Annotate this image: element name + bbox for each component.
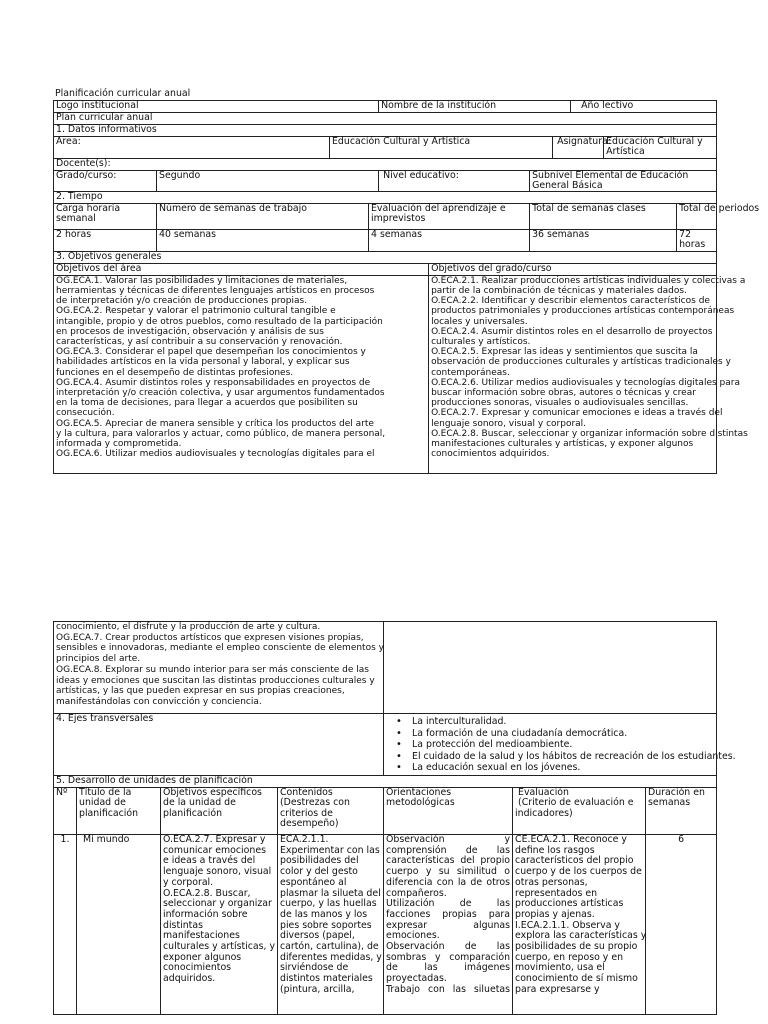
plan-table-part1: [53, 100, 760, 474]
unit-objectives: O.ECA.2.7. Expresar y comunicar emociones e ideas a través del lenguaje sonoro, visual y corporal. O.ECA.2.8. Buscar, seleccionar y organizar información sobre distintas manifestaciones culturales y artísticas, y exponer algunos conocimientos adquiridos.: [161, 835, 278, 1015]
transversal-axes: [384, 714, 736, 776]
time-header: Carga horaria semanal: [54, 204, 157, 230]
section-2-title: 2. Tiempo: [54, 192, 717, 204]
section-4-title: 4. Ejes transversales: [54, 714, 384, 776]
school-year-label: Año lectivo: [571, 101, 717, 113]
axis-item: • El cuidado de la salud y los hábitos de recreación de los estudiantes.: [396, 751, 714, 763]
time-value: 36 semanas: [530, 230, 677, 252]
subject-value: Educación Cultural y Artística: [604, 137, 717, 159]
unit-contents: ECA.2.1.1. Experimentar con las posibilidades del color y del gesto espontáneo al plasmar la silueta del cuerpo, y las huellas de las manos y los pies sobre soportes diversos (papel, cartón, cartulina), de diferentes medidas, y sirviéndose de distintos materiales (pintura, arcilla,: [278, 835, 384, 1015]
unit-header-objectives: Objetivos específicos de la unidad de planificación: [161, 788, 278, 835]
area-objectives-continued: conocimiento, el disfrute y la producción de arte y cultura. OG.ECA.7. Crear productos artísticos que expresen visiones propias, sensibles e innovadoras, mediante el empleo consciente de elementos y principios del arte. OG.ECA.8. Explorar su mundo interior para ser más consciente de las ideas y emociones que suscitan las distintas producciones culturales y artísticas, y las que pueden expresar en sus propias creaciones, manifestándolas con convicción y conciencia.: [54, 622, 384, 714]
unit-orientations: Observación y comprensión de las características del propio cuerpo y su similitud o diferencia con la de otros compañeros. Utilización de las facciones propias para expresar algunas emociones. Observación de las sombras y comparación de las imágenes proyectadas. Trabajo con las siluetas: [384, 835, 513, 1015]
area-objectives-text: OG.ECA.1. Valorar las posibilidades y limitaciones de materiales, herramientas y técnicas de diferentes lenguajes artísticos en procesos de interpretación y/o creación de producciones propias. OG.ECA.2. Respetar y valorar el patrimonio cultural tangible e intangible, propio y de otros pueblos, como resultado de la participación en procesos de investigación, observación y análisis de sus características, y así contribuir a su conservación y renovación. OG.ECA.3. Considerar el papel que desempeñan los conocimientos y habilidades artísticos en la vida personal y laboral, y explicar sus funciones en el desempeño de distintas profesiones. OG.ECA.4. Asumir distintos roles y responsabilidades en proyectos de interpretación y/o creación colectiva, y usar argumentos fundamentados en la toma de decisiones, para llegar a acuerdos que posibiliten su consecución. OG.ECA.5. Apreciar de manera sensible y crítica los productos del arte y la cultura, para valorarlos y actuar, como público, de manera personal, informada y comprometida. OG.ECA.6. Utilizar medios audiovisuales y tecnologías digitales para el: [54, 275, 429, 473]
axis-item: • La educación sexual en los jóvenes.: [396, 762, 714, 774]
page-heading: Planificación curricular anual: [55, 88, 191, 99]
area-label: Area:: [54, 137, 330, 159]
institution-name-label: Nombre de la institución: [379, 101, 571, 113]
grade-objectives-continued: [384, 622, 717, 714]
area-value: Educación Cultural y Artística: [330, 137, 553, 159]
grade-value: Segundo: [157, 170, 379, 192]
section-3-title: 3. Objetivos generales: [54, 251, 717, 263]
unit-header-orientations: Orientaciones metodológicas: [384, 788, 513, 835]
logo-cell: Logo institucional: [54, 101, 379, 113]
unit-evaluation: CE.ECA.2.1. Reconoce y define los rasgos característicos del propio cuerpo y de los cuerpos de otras personas, representados en producciones artísticas propias y ajenas. I.ECA.2.1.1. Observa y explora las características y posibilidades de su propio cuerpo, en reposo y en movimiento, usa el conocimiento de sí mismo para expresarse y: [513, 835, 646, 1015]
level-value: Subnivel Elemental de Educación General Básica: [530, 170, 717, 192]
time-header: Evaluación del aprendizaje e imprevistos: [369, 204, 530, 230]
unit-number: 1.: [54, 835, 77, 1015]
time-header: Número de semanas de trabajo: [157, 204, 369, 230]
unit-title: Mi mundo: [77, 835, 161, 1015]
unit-header-contents: Contenidos (Destrezas con criterios de desempeño): [278, 788, 384, 835]
axis-item: • La interculturalidad.: [396, 716, 714, 728]
axis-item: • La protección del medioambiente.: [396, 739, 714, 751]
time-header: Total de semanas clases: [530, 204, 677, 230]
level-label: Nivel educativo:: [379, 170, 530, 192]
unit-header-duration: Duración en semanas: [646, 788, 717, 835]
section-5-title: 5. Desarrollo de unidades de planificación: [54, 776, 717, 788]
time-value: 72 horas: [677, 230, 717, 252]
unit-header-evaluation: Evaluación (Criterio de evaluación e indicadores): [513, 788, 646, 835]
axis-item: • La formación de una ciudadanía democrática.: [396, 728, 714, 740]
plan-label: Plan curricular anual: [54, 113, 717, 125]
grade-objectives-text: O.ECA.2.1. Realizar producciones artísticas individuales y colectivas a partir de la combinación de técnicas y materiales dados. O.ECA.2.2. Identificar y describir elementos característicos de productos patrimoniales y producciones artísticas contemporáneas locales y universales. O.ECA.2.4. Asumir distintos roles en el desarrollo de proyectos culturales y artísticos. O.ECA.2.5. Expresar las ideas y sentimientos que suscita la observación de producciones culturales y artísticas tradicionales y contemporáneas. O.ECA.2.6. Utilizar medios audiovisuales y tecnologías digitales para buscar información sobre obras, autores o técnicas y crear producciones sonoras, visuales o audiovisuales sencillas. O.ECA.2.7. Expresar y comunicar emociones e ideas a través del lenguaje sonoro, visual y corporal. O.ECA.2.8. Buscar, seleccionar y organizar información sobre distintas manifestaciones culturales y artísticas, y exponer algunos conocimientos adquiridos.: [429, 275, 717, 473]
time-value: 2 horas: [54, 230, 157, 252]
unit-duration: 6: [646, 835, 717, 1015]
grade-objectives-header: Objetivos del grado/curso: [429, 263, 717, 275]
teachers-label: Docente(s):: [54, 158, 717, 170]
unit-header-title: Título de la unidad de planificación: [77, 788, 161, 835]
time-value: 40 semanas: [157, 230, 369, 252]
time-header: Total de periodos: [677, 204, 717, 230]
time-value: 4 semanas: [369, 230, 530, 252]
section-1-title: 1. Datos informativos: [54, 125, 717, 137]
unit-header-number: Nº: [54, 788, 77, 835]
grade-label: Grado/curso:: [54, 170, 157, 192]
subject-label: Asignatura:: [553, 137, 604, 159]
plan-table-part2: [53, 621, 736, 1015]
area-objectives-header: Objetivos del área: [54, 263, 429, 275]
